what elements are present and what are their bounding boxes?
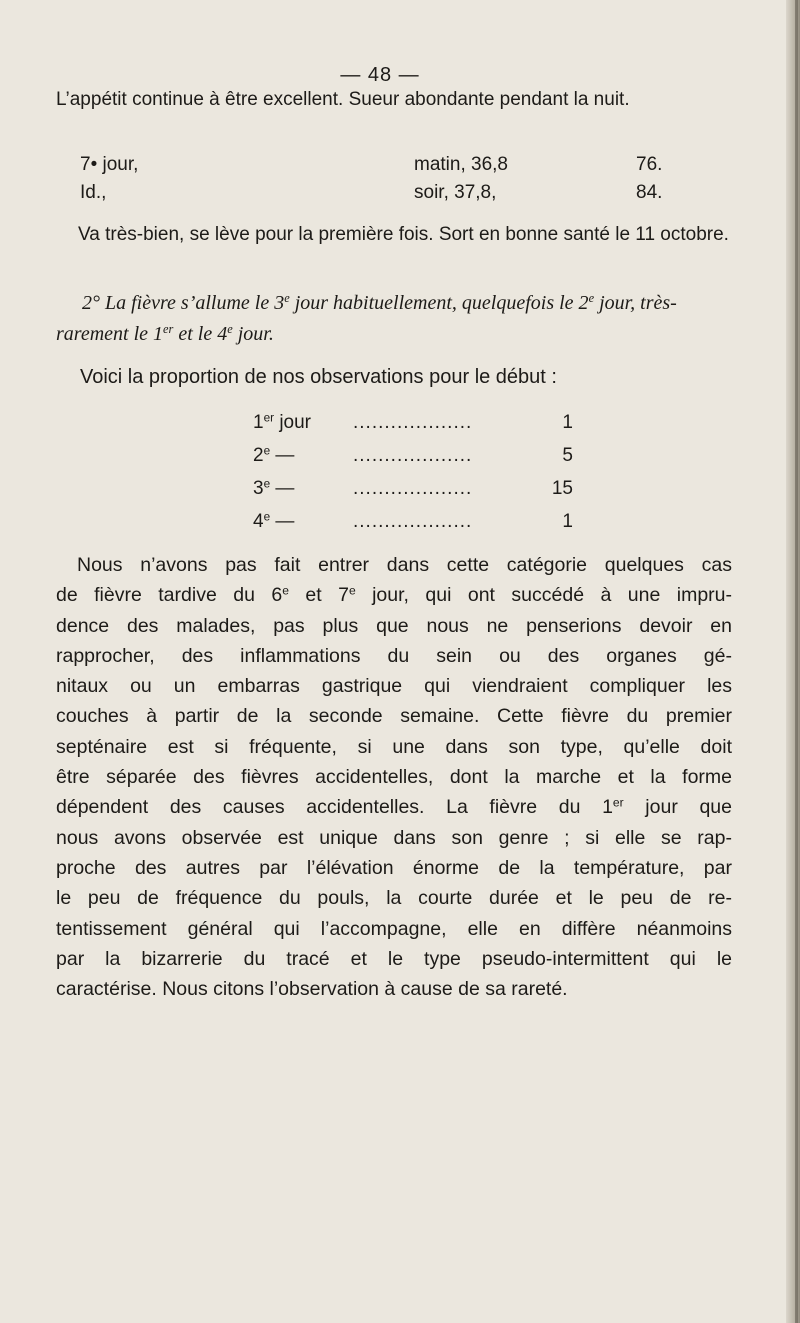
text-line [56,580,732,610]
text-run: de fièvre tardive du 6 [56,584,283,607]
day-number: 1 [253,412,264,433]
day-word: — [270,511,295,532]
text-line: tentissement général qui l’accompagne, elle en diffère néanmoins [56,917,732,940]
superscript: e [588,291,595,306]
page-edge-shadow [786,0,800,1323]
table-row [253,445,573,478]
day-number: 3 [253,478,264,499]
row-label [253,412,311,434]
table-row [253,478,573,511]
text-line: le peu de fréquence du pouls, la courte durée et le peu de re- [56,887,732,910]
superscript: e [263,510,271,524]
text-line: nous avons observée est unique dans son genre ; si elle se rap- [56,826,732,849]
table-row [253,412,573,445]
text-line: par la bizarrerie du tracé et le type pseudo-intermittent qui le [56,947,732,970]
paragraph-appetite: L’appétit continue à être excellent. Sueur abondante pendant la nuit. [56,89,630,110]
proportion-intro: Voici la proportion de nos observations pour le début : [80,366,557,388]
text-run: jour. [232,323,274,345]
observation-pulse: 76. [636,154,663,175]
table-row [253,511,573,544]
dot-leader: ................... [353,445,473,466]
text-line: couches à partir de la seconde semaine. Cette fièvre du premier [56,705,732,728]
paragraph-recovery: Va très-bien, se lève pour la première fois. Sort en bonne santé le 11 octobre. [78,224,729,245]
dot-leader: ................... [353,478,473,499]
observation-row [0,182,800,212]
text-run: jour, très-rarement le 1 [56,292,677,345]
text-line: proche des autres par l’élévation énorme de la température, par [56,856,732,879]
observation-day: 7• jour, [80,154,139,175]
row-label [253,445,294,467]
text-line: rapprocher, des inflammations du sein ou des organes gé- [56,644,732,667]
superscript: e [348,583,356,598]
row-value: 15 [551,478,573,499]
row-label [253,511,294,533]
observation-row [0,154,800,184]
row-value: 5 [562,445,573,466]
day-word: — [270,445,295,466]
superscript: e [263,477,271,491]
day-number: 4 [253,511,264,532]
text-line: nitaux ou un embarras gastrique qui viendraient compliquer les [56,675,732,698]
day-number: 2 [253,445,264,466]
observation-pulse: 84. [636,182,663,203]
superscript: e [263,444,271,458]
onset-table [253,412,573,544]
row-value: 1 [562,412,573,433]
paragraph-fever-onset [56,288,732,350]
superscript: er [163,322,174,337]
row-value: 1 [562,511,573,532]
text-run: 2° La fièvre s’allume le 3 [82,292,285,314]
row-label [253,478,294,500]
text-run: et 7 [288,584,349,607]
superscript: e [227,322,233,337]
superscript: er [263,411,275,425]
text-line: être séparée des fièvres accidentelles, dont la marche et la forme [56,766,732,789]
text-line: caractérise. Nous citons l’observation à cause de sa rareté. [56,978,568,1001]
day-word: jour [274,412,312,433]
dot-leader: ................... [353,511,473,532]
text-run: jour que [623,796,732,819]
observation-time: soir, 37,8, [414,182,497,203]
text-line: Nous n’avons pas fait entrer dans cette catégorie quelques cas [77,554,732,576]
text-line: septénaire est si fréquente, si une dans son type, qu’elle doit [56,735,732,758]
observation-day: Id., [80,182,107,203]
text-run: jour, qui ont succédé à une impru- [355,584,732,607]
main-paragraph [56,550,732,1004]
page-number: — 48 — [340,64,420,86]
superscript: e [282,583,289,598]
text-line [56,792,732,822]
text-run: jour habituellement, quelquefois le 2 [289,292,589,314]
superscript: e [284,291,290,306]
day-word: — [270,478,295,499]
text-run: et le 4 [173,323,228,345]
observation-time: matin, 36,8 [414,154,508,175]
text-run: dépendent des causes accidentelles. La fièvre du 1 [56,796,613,819]
superscript: er [612,795,624,810]
dot-leader: ................... [353,412,473,433]
text-line: dence des malades, pas plus que nous ne penserions devoir en [56,614,732,637]
